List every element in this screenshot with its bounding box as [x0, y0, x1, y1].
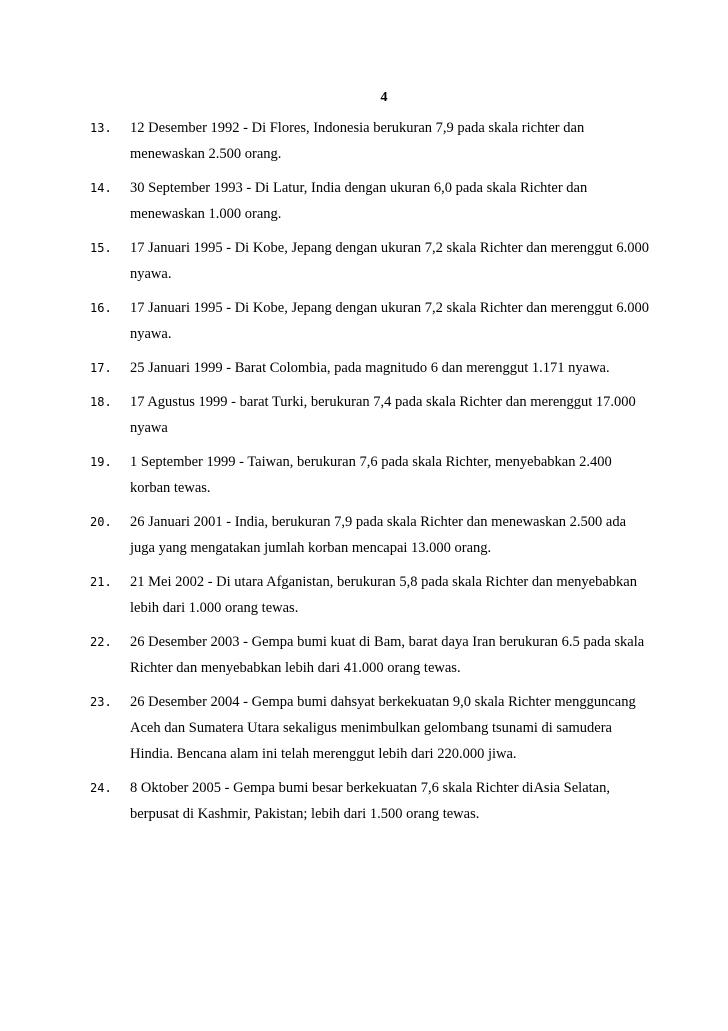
list-item-number: 18.	[90, 395, 112, 409]
list-item	[90, 449, 650, 501]
list-item	[90, 355, 650, 381]
list-item	[90, 569, 650, 621]
list-item-number: 15.	[90, 241, 112, 255]
list-item	[90, 235, 650, 287]
list-item	[90, 509, 650, 561]
list-item-text: 17 Januari 1995 - Di Kobe, Jepang dengan ukuran 7,2 skala Richter dan merenggut 6.000 nyawa.	[130, 240, 650, 282]
list-item-number: 23.	[90, 695, 112, 709]
list-item	[90, 629, 650, 681]
list-item-number: 24.	[90, 781, 112, 795]
earthquake-list	[90, 115, 650, 835]
list-item-number: 22.	[90, 635, 112, 649]
list-item-text: 17 Januari 1995 - Di Kobe, Jepang dengan ukuran 7,2 skala Richter dan merenggut 6.000 nyawa.	[130, 300, 650, 342]
list-item-text: 30 September 1993 - Di Latur, India dengan ukuran 6,0 pada skala Richter dan menewaskan 1.000 orang.	[130, 180, 588, 222]
list-item	[90, 175, 650, 227]
list-item-text: 26 Desember 2004 - Gempa bumi dahsyat berkekuatan 9,0 skala Richter mengguncang Aceh dan Sumatera Utara sekaligus menimbulkan gelombang tsunami di samudera Hindia. Bencana alam ini telah merenggut lebih dari 220.000 jiwa.	[130, 694, 636, 762]
list-item-number: 17.	[90, 361, 112, 375]
list-item-text: 1 September 1999 - Taiwan, berukuran 7,6 pada skala Richter, menyebabkan 2.400 korban tewas.	[130, 454, 612, 496]
list-item-number: 19.	[90, 455, 112, 469]
list-item	[90, 115, 650, 167]
list-item-number: 16.	[90, 301, 112, 315]
list-item-text: 21 Mei 2002 - Di utara Afganistan, berukuran 5,8 pada skala Richter dan menyebabkan lebih dari 1.000 orang tewas.	[130, 574, 637, 616]
list-item-text: 17 Agustus 1999 - barat Turki, berukuran 7,4 pada skala Richter dan merenggut 17.000 nyawa	[130, 394, 636, 436]
list-item-text: 25 Januari 1999 - Barat Colombia, pada magnitudo 6 dan merenggut 1.171 nyawa.	[130, 360, 610, 376]
list-item	[90, 775, 650, 827]
list-item-text: 8 Oktober 2005 - Gempa bumi besar berkekuatan 7,6 skala Richter diAsia Selatan, berpusat di Kashmir, Pakistan; lebih dari 1.500 orang tewas.	[130, 780, 610, 822]
list-item	[90, 389, 650, 441]
list-item-text: 26 Januari 2001 - India, berukuran 7,9 pada skala Richter dan menewaskan 2.500 ada juga yang mengatakan jumlah korban mencapai 13.000 orang.	[130, 514, 627, 556]
page-number: 4	[380, 90, 388, 105]
list-item	[90, 295, 650, 347]
list-item-number: 21.	[90, 575, 112, 589]
list-item-number: 20.	[90, 515, 112, 529]
list-item-number: 14.	[90, 181, 112, 195]
list-item-number: 13.	[90, 121, 112, 135]
list-item-text: 12 Desember 1992 - Di Flores, Indonesia berukuran 7,9 pada skala richter dan menewaskan 2.500 orang.	[130, 120, 585, 162]
list-item	[90, 689, 650, 767]
list-item-text: 26 Desember 2003 - Gempa bumi kuat di Bam, barat daya Iran berukuran 6.5 pada skala Richter dan menyebabkan lebih dari 41.000 orang tewas.	[130, 634, 645, 676]
